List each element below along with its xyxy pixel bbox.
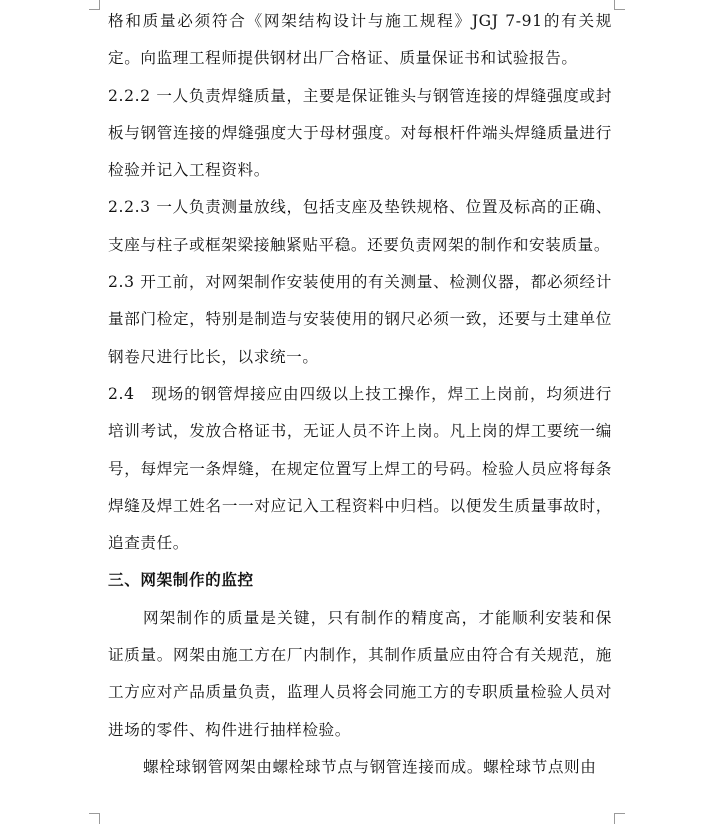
paragraph-2-4: 2.4 现场的钢管焊接应由四级以上技工操作，焊工上岗前，均须进行培训考试，发放合格证书，无证人员不许上岗。凡上岗的焊工要统一编号，每焊完一条焊缝，在规定位置写上焊工的号码。检验人员应将每条焊缝及焊工姓名一一对应记入工程资料中归档。以便发生质量事故时，追查责任。 (108, 384, 612, 553)
paragraph-2-2-2: 2.2.2 一人负责焊缝质量，主要是保证锥头与钢管连接的焊缝强度或封板与钢管连接的焊缝强度大于母材强度。对每根杆件端头焊缝质量进行检验并记入工程资料。 (108, 86, 612, 180)
page-corner-mark-top-left (89, 0, 100, 10)
document-body (108, 3, 612, 786)
paragraph-section-3-bolt-ball: 螺栓球钢管网架由螺栓球节点与钢管连接而成。螺栓球节点则由 (143, 757, 597, 776)
page-corner-mark-top-right (614, 0, 625, 10)
page-corner-mark-bottom-left (89, 813, 100, 824)
paragraph-continuation: 格和质量必须符合《网架结构设计与施工规程》JGJ 7-91的有关规定。向监理工程师提供钢材出厂合格证、质量保证书和试验报告。 (108, 12, 612, 68)
page-corner-mark-bottom-right (614, 813, 625, 824)
section-heading-3: 三、网架制作的监控 (108, 571, 254, 590)
paragraph-section-3-intro: 网架制作的质量是关键，只有制作的精度高，才能顺利安装和保证质量。网架由施工方在厂内制作，其制作质量应由符合有关规范，施工方应对产品质量负责，监理人员将会同施工方的专职质量检验人员对进场的零件、构件进行抽样检验。 (108, 608, 612, 739)
paragraph-2-3: 2.3 开工前，对网架制作安装使用的有关测量、检测仪器，都必须经计量部门检定，特别是制造与安装使用的钢尺必须一致，还要与土建单位钢卷尺进行比长，以求统一。 (108, 273, 612, 366)
paragraph-2-2-3: 2.2.3 一人负责测量放线，包括支座及垫铁规格、位置及标高的正确、支座与柱子或框架梁接触紧贴平稳。还要负责网架的制作和安装质量。 (108, 198, 612, 254)
